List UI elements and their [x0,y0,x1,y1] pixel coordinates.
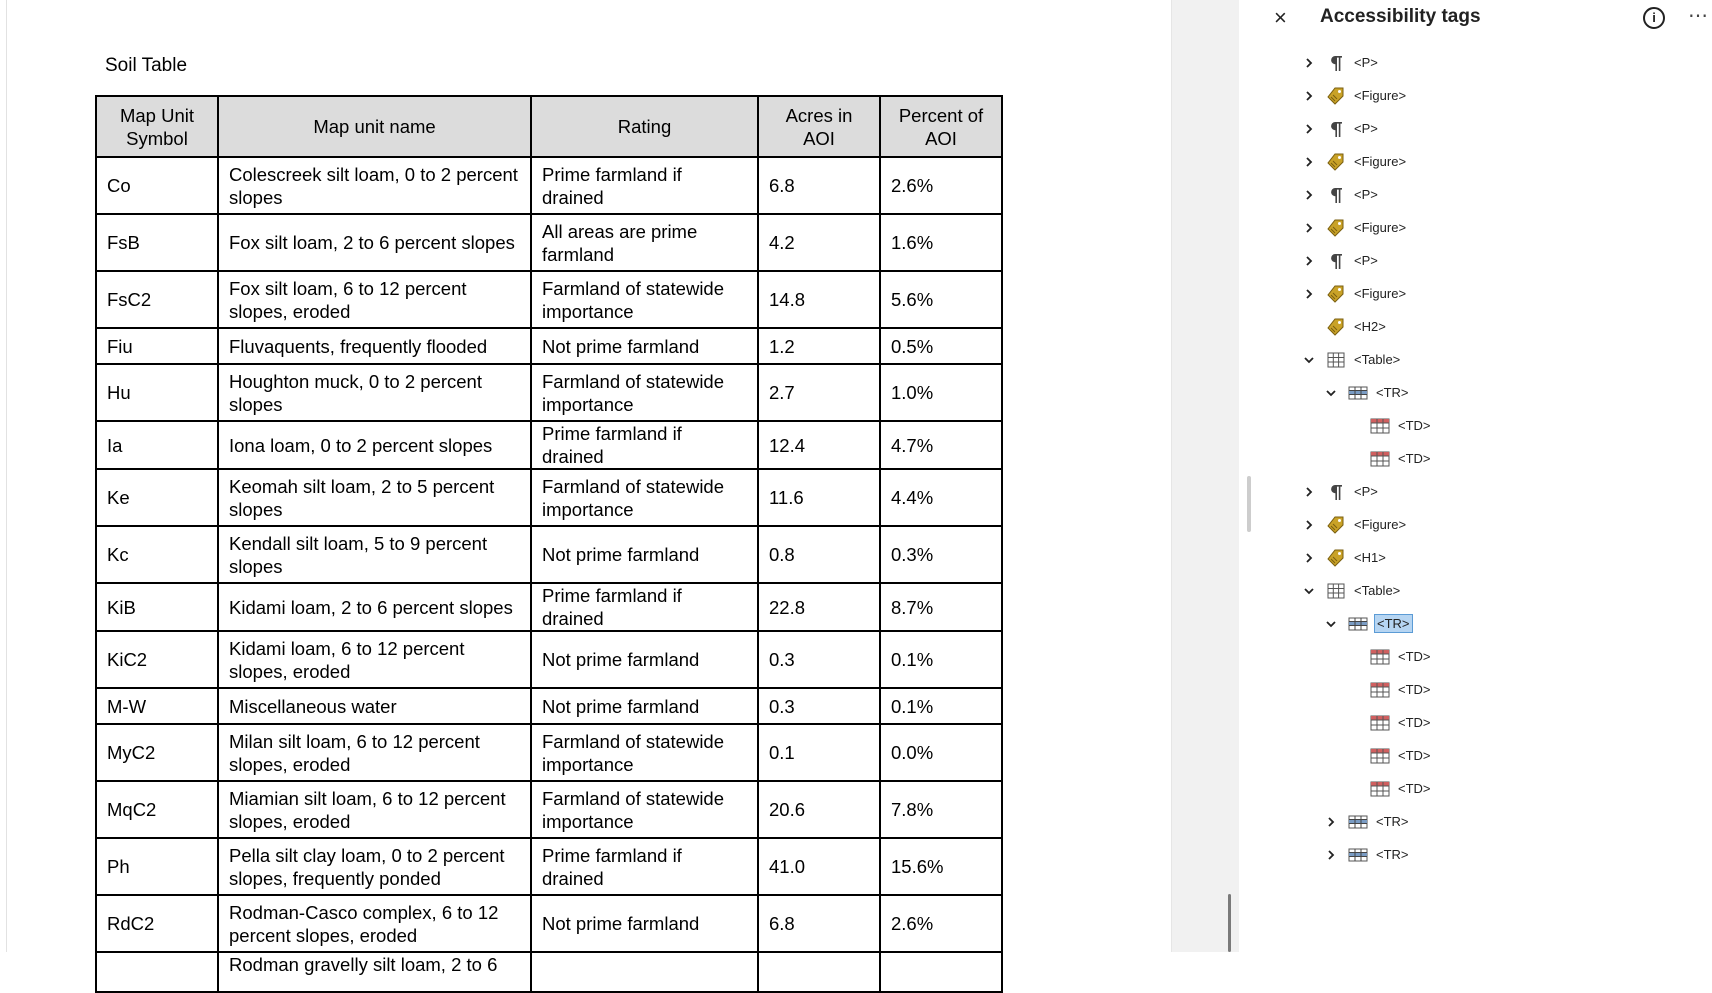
tree-node[interactable] [1302,475,1380,508]
tree-node-label[interactable]: <TD> [1398,748,1431,763]
table-row [96,214,1002,271]
cell-map-unit-name: Kendall silt loam, 5 to 9 percent slopes [218,526,531,583]
cell-symbol: Fiu [96,328,218,364]
chevron-right-icon[interactable] [1324,815,1338,829]
table-cell-icon [1370,680,1390,700]
tree-node-label[interactable]: <P> [1354,253,1378,268]
cell-map-unit-name: Rodman gravelly silt loam, 2 to 6 [218,952,531,992]
table-row [96,781,1002,838]
table-row [96,271,1002,328]
cell-percent: 4.7% [880,421,1002,469]
tag-icon [1326,317,1346,337]
cell-acres: 22.8 [758,583,880,631]
cell-symbol: Hu [96,364,218,421]
cell-symbol: KiC2 [96,631,218,688]
cell-percent: 15.6% [880,838,1002,895]
expander-spacer [1346,452,1360,466]
paragraph-icon [1326,119,1346,139]
tree-node[interactable] [1346,673,1433,706]
cell-rating: Farmland of statewide importance [531,271,758,328]
chevron-down-icon[interactable] [1324,386,1338,400]
chevron-right-icon[interactable] [1302,155,1316,169]
tag-icon [1326,515,1346,535]
cell-acres: 6.8 [758,157,880,214]
table-row-icon [1348,845,1368,865]
cell-acres: 0.3 [758,688,880,724]
table-row [96,838,1002,895]
cell-rating: Not prime farmland [531,895,758,952]
cell-percent: 0.1% [880,631,1002,688]
paragraph-icon [1326,185,1346,205]
table-row [96,157,1002,214]
column-header: Percent of AOI [880,96,1002,157]
expander-spacer [1346,650,1360,664]
tag-icon [1326,218,1346,238]
cell-map-unit-name: Milan silt loam, 6 to 12 percent slopes, eroded [218,724,531,781]
cell-symbol: RdC2 [96,895,218,952]
column-header: Map Unit Symbol [96,96,218,157]
cell-map-unit-name: Fluvaquents, frequently flooded [218,328,531,364]
table-icon [1326,350,1346,370]
tag-icon [1326,152,1346,172]
table-row [96,469,1002,526]
table-icon [1326,581,1346,601]
tag-icon [1326,284,1346,304]
table-row [96,631,1002,688]
tree-node-label[interactable]: <TD> [1398,715,1431,730]
table-cell-icon [1370,779,1390,799]
tree-node[interactable] [1346,706,1433,739]
expander-spacer [1346,683,1360,697]
cell-map-unit-name: Colescreek silt loam, 0 to 2 percent slopes [218,157,531,214]
table-row [96,364,1002,421]
tree-node[interactable] [1346,442,1433,475]
cell-percent: 2.6% [880,157,1002,214]
cell-map-unit-name: Keomah silt loam, 2 to 5 percent slopes [218,469,531,526]
cell-rating: Prime farmland if drained [531,157,758,214]
tree-node-label[interactable]: <Figure> [1354,517,1407,532]
chevron-right-icon[interactable] [1302,122,1316,136]
cell-map-unit-name: Miamian silt loam, 6 to 12 percent slopes, eroded [218,781,531,838]
tree-node-label[interactable]: <H2> [1354,319,1386,334]
cell-symbol: Co [96,157,218,214]
cell-acres: 0.3 [758,631,880,688]
tree-node[interactable] [1346,739,1433,772]
chevron-right-icon[interactable] [1302,287,1316,301]
document-gutter [1171,0,1240,952]
tree-node-label[interactable]: <TD> [1398,451,1431,466]
cell-rating: Prime farmland if drained [531,421,758,469]
tree-node[interactable] [1302,574,1402,607]
cell-percent: 0.0% [880,724,1002,781]
cell-map-unit-name: Houghton muck, 0 to 2 percent slopes [218,364,531,421]
tree-node-label[interactable]: <TD> [1398,682,1431,697]
tree-node-label[interactable]: <Figure> [1354,220,1407,235]
tree-node[interactable] [1302,145,1408,178]
chevron-right-icon[interactable] [1302,551,1316,565]
paragraph-icon [1326,53,1346,73]
column-header: Acres in AOI [758,96,880,157]
paragraph-icon [1326,482,1346,502]
chevron-right-icon[interactable] [1302,188,1316,202]
cell-percent: 4.4% [880,469,1002,526]
tree-node-label[interactable]: <Table> [1354,352,1401,367]
cell-acres: 1.2 [758,328,880,364]
table-row [96,895,1002,952]
more-options-icon[interactable]: ⋯ [1688,5,1709,27]
cell-rating: Not prime farmland [531,631,758,688]
tree-node-label[interactable]: <TD> [1398,418,1431,433]
table-cell-icon [1370,713,1390,733]
cell-map-unit-name: Iona loam, 0 to 2 percent slopes [218,421,531,469]
table-row [96,421,1002,469]
cell-percent: 1.0% [880,364,1002,421]
cell-rating [531,952,758,992]
cell-percent: 8.7% [880,583,1002,631]
cell-symbol: M-W [96,688,218,724]
cell-symbol: Ph [96,838,218,895]
cell-rating: Farmland of statewide importance [531,724,758,781]
cell-symbol: FsC2 [96,271,218,328]
cell-acres: 6.8 [758,895,880,952]
tree-node[interactable] [1302,277,1408,310]
cell-percent: 2.6% [880,895,1002,952]
tag-icon [1326,86,1346,106]
tree-node-label[interactable]: <P> [1354,187,1378,202]
tree-node[interactable] [1302,508,1408,541]
tree-node[interactable] [1302,46,1380,79]
tree-node-label[interactable]: <TR> [1374,614,1413,633]
cell-rating: Prime farmland if drained [531,583,758,631]
chevron-right-icon[interactable] [1302,89,1316,103]
tree-node-label[interactable]: <P> [1354,484,1378,499]
close-panel-button[interactable]: × [1274,5,1287,30]
table-row [96,328,1002,364]
expander-spacer [1302,320,1316,334]
cell-percent: 0.1% [880,688,1002,724]
info-icon[interactable]: i [1643,7,1665,29]
cell-percent [880,952,1002,992]
cell-symbol: Kc [96,526,218,583]
cell-map-unit-name: Pella silt clay loam, 0 to 2 percent slopes, frequently ponded [218,838,531,895]
tree-node[interactable] [1302,178,1380,211]
tree-node-label[interactable]: <TR> [1376,814,1409,829]
panel-resize-handle[interactable] [1247,476,1251,532]
table-cell-icon [1370,746,1390,766]
tree-node[interactable] [1302,343,1402,376]
table-row [96,952,1002,992]
tree-node[interactable] [1302,79,1408,112]
tree-node-label[interactable]: <Figure> [1354,88,1407,103]
cell-acres [758,952,880,992]
tree-node[interactable] [1324,607,1413,640]
cell-map-unit-name: Rodman-Casco complex, 6 to 12 percent slopes, eroded [218,895,531,952]
cell-acres: 11.6 [758,469,880,526]
table-row [96,688,1002,724]
cell-percent: 1.6% [880,214,1002,271]
cell-acres: 0.8 [758,526,880,583]
page-title: Soil Table [105,55,188,76]
cell-acres: 0.1 [758,724,880,781]
tree-node[interactable] [1302,541,1388,574]
cell-acres: 14.8 [758,271,880,328]
tree-node[interactable] [1324,838,1411,871]
cell-rating: Farmland of statewide importance [531,781,758,838]
tree-node-label[interactable]: <TR> [1376,847,1409,862]
cell-percent: 0.3% [880,526,1002,583]
chevron-right-icon[interactable] [1302,56,1316,70]
cell-map-unit-name: Kidami loam, 2 to 6 percent slopes [218,583,531,631]
chevron-right-icon[interactable] [1324,848,1338,862]
cell-symbol: Ia [96,421,218,469]
tree-node[interactable] [1302,244,1380,277]
table-cell-icon [1370,416,1390,436]
tree-node[interactable] [1302,211,1408,244]
cell-acres: 2.7 [758,364,880,421]
cell-acres: 20.6 [758,781,880,838]
expander-spacer [1346,749,1360,763]
tree-node-label[interactable]: <Figure> [1354,286,1407,301]
cell-acres: 4.2 [758,214,880,271]
soil-table [95,95,1003,993]
cell-rating: Not prime farmland [531,328,758,364]
tree-node[interactable] [1302,112,1380,145]
tree-node-label[interactable]: <TD> [1398,781,1431,796]
table-cell-icon [1370,647,1390,667]
table-header-row [96,96,1002,157]
tree-node[interactable] [1346,640,1433,673]
cell-percent: 5.6% [880,271,1002,328]
tag-icon [1326,548,1346,568]
panel-title: Accessibility tags [1320,6,1481,27]
cell-symbol: FsB [96,214,218,271]
cell-map-unit-name: Fox silt loam, 6 to 12 percent slopes, eroded [218,271,531,328]
tree-node-label[interactable]: <Table> [1354,583,1401,598]
tree-node-label[interactable]: <P> [1354,121,1378,136]
tree-node-label[interactable]: <H1> [1354,550,1386,565]
chevron-right-icon[interactable] [1302,254,1316,268]
column-header: Rating [531,96,758,157]
table-row-icon [1348,383,1368,403]
chevron-right-icon[interactable] [1302,518,1316,532]
column-header: Map unit name [218,96,531,157]
cell-symbol: KiB [96,583,218,631]
cell-percent: 0.5% [880,328,1002,364]
cell-rating: Farmland of statewide importance [531,364,758,421]
cell-rating: Not prime farmland [531,688,758,724]
chevron-right-icon[interactable] [1302,485,1316,499]
cell-percent: 7.8% [880,781,1002,838]
table-row [96,526,1002,583]
cell-map-unit-name: Fox silt loam, 2 to 6 percent slopes [218,214,531,271]
chevron-down-icon[interactable] [1302,353,1316,367]
document-scrollbar[interactable] [1228,894,1231,952]
tree-node[interactable] [1324,376,1411,409]
cell-rating: All areas are prime farmland [531,214,758,271]
tree-node[interactable] [1302,310,1388,343]
chevron-down-icon[interactable] [1324,617,1338,631]
cell-rating: Not prime farmland [531,526,758,583]
tree-node-label[interactable]: <TR> [1376,385,1409,400]
cell-acres: 12.4 [758,421,880,469]
chevron-down-icon[interactable] [1302,584,1316,598]
tree-node-label[interactable]: <TD> [1398,649,1431,664]
tree-node-label[interactable]: <Figure> [1354,154,1407,169]
table-row-icon [1348,812,1368,832]
table-cell-icon [1370,449,1390,469]
expander-spacer [1346,716,1360,730]
cell-acres: 41.0 [758,838,880,895]
cell-symbol [96,952,218,992]
expander-spacer [1346,419,1360,433]
chevron-right-icon[interactable] [1302,221,1316,235]
table-row [96,724,1002,781]
cell-map-unit-name: Miscellaneous water [218,688,531,724]
tree-node-label[interactable]: <P> [1354,55,1378,70]
table-row-icon [1348,614,1368,634]
cell-symbol: Ke [96,469,218,526]
expander-spacer [1346,782,1360,796]
page-edge [6,0,7,952]
cell-rating: Prime farmland if drained [531,838,758,895]
paragraph-icon [1326,251,1346,271]
tree-node[interactable] [1346,772,1433,805]
tree-node[interactable] [1324,805,1411,838]
cell-symbol: MqC2 [96,781,218,838]
table-row [96,583,1002,631]
cell-symbol: MyC2 [96,724,218,781]
cell-rating: Farmland of statewide importance [531,469,758,526]
tree-node[interactable] [1346,409,1433,442]
cell-map-unit-name: Kidami loam, 6 to 12 percent slopes, eroded [218,631,531,688]
